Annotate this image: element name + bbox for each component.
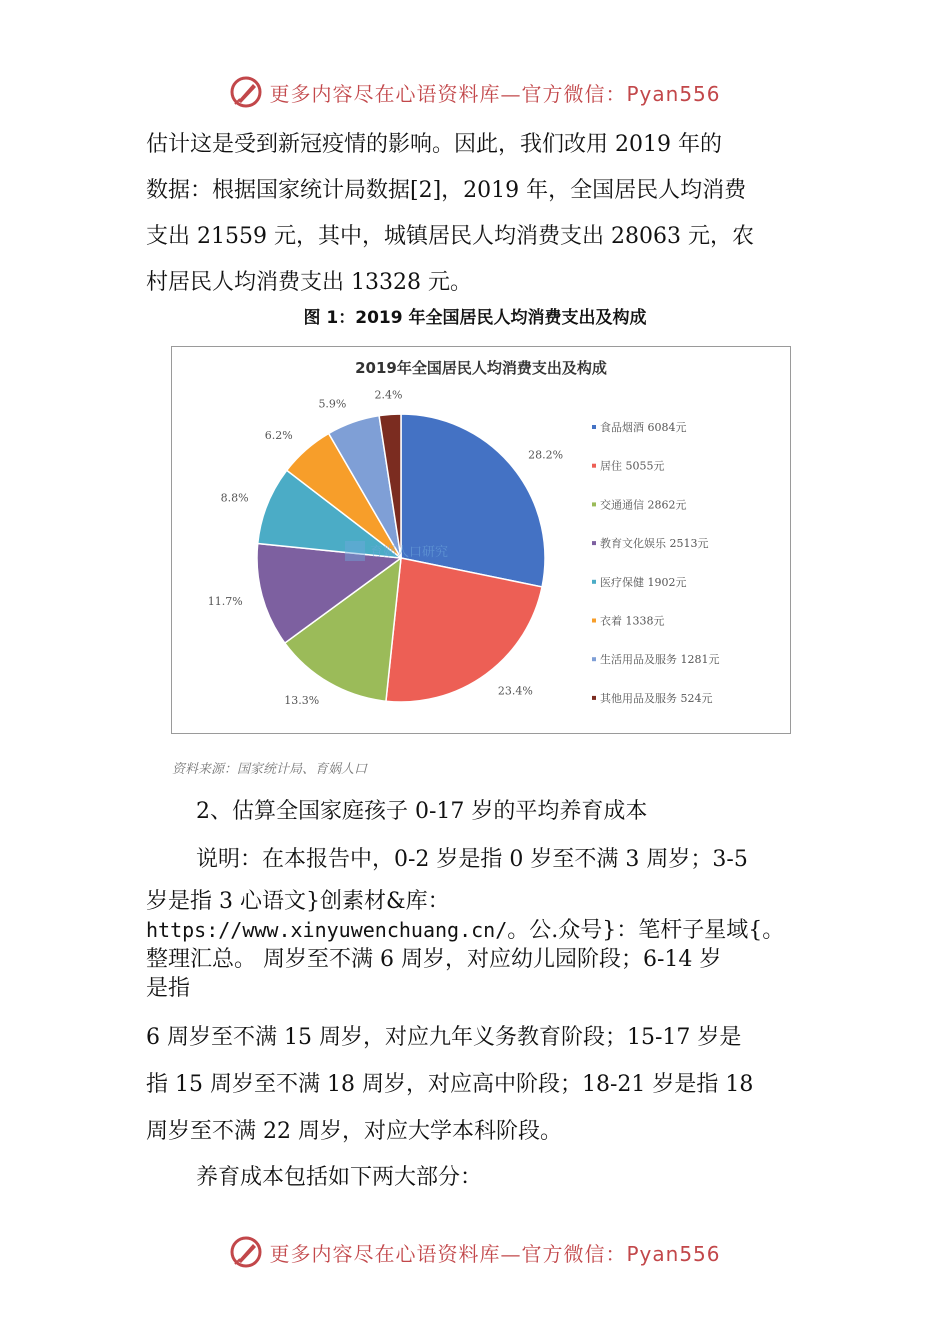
slice-percent-label: 23.4% [497, 684, 533, 698]
legend-swatch [592, 619, 596, 623]
paragraph-line: 指 15 周岁至不满 18 周岁，对应高中阶段；18-21 岁是指 18 [146, 1072, 754, 1097]
banner-site-name: 更多内容尽在心语资料库 [269, 81, 501, 106]
chart-title: 2019年全国居民人均消费支出及构成 [355, 359, 607, 377]
banner-label: 官方微信： [521, 81, 627, 106]
slice-percent-label: 11.7% [207, 595, 243, 609]
watermarked-text-block [146, 887, 846, 1003]
block-text: 。公.众号}：笔杆子星域{。 [507, 918, 785, 943]
legend-label: 医疗保健 1902元 [600, 575, 687, 589]
figure-source: 资料来源：国家统计局、育娲人口 [172, 762, 368, 777]
slice-percent-label: 6.2% [264, 428, 293, 442]
quill-pen-circle-icon [229, 1235, 263, 1269]
pie-chart [172, 347, 790, 733]
legend-swatch [592, 464, 596, 468]
legend-swatch [592, 502, 596, 506]
banner-text [269, 1238, 720, 1267]
banner-wechat-id: Pyan556 [626, 81, 721, 106]
pie-chart-container [171, 346, 791, 734]
legend-label: 其他用品及服务 524元 [600, 691, 713, 705]
figure-caption: 图 1：2019 年全国居民人均消费支出及构成 [303, 308, 647, 328]
paragraph-line: 养育成本包括如下两大部分： [196, 1165, 483, 1190]
legend-label: 交通通信 2862元 [600, 498, 687, 512]
legend-swatch [592, 541, 596, 545]
banner-separator: — [500, 1241, 522, 1266]
banner-site-name: 更多内容尽在心语资料库 [269, 1241, 501, 1266]
paragraph-line: 支出 21559 元，其中，城镇居民人均消费支出 28063 元，农 [146, 224, 754, 249]
legend-label: 食品烟酒 6084元 [600, 421, 687, 434]
header-banner [0, 72, 950, 112]
block-text: 是指 [146, 976, 191, 1001]
paragraph-line: 村居民人均消费支出 13328 元。 [146, 270, 472, 295]
watermark-text: 育娲人口研究 [370, 545, 449, 560]
paragraph-line: 周岁至不满 22 周岁，对应大学本科阶段。 [146, 1119, 562, 1144]
block-text: 岁是指 3 心语文}创素材&库： [146, 889, 450, 914]
legend-swatch [592, 580, 596, 584]
footer-banner [0, 1232, 950, 1272]
banner-label: 官方微信： [521, 1241, 627, 1266]
promo-url: https://www.xinyuwenchuang.cn/ [146, 918, 508, 942]
slice-percent-label: 5.9% [318, 397, 347, 411]
banner-text [269, 78, 720, 107]
block-text: 整理汇总。 周岁至不满 6 周岁，对应幼儿园阶段；6-14 岁 [146, 947, 722, 972]
slice-percent-label: 13.3% [284, 694, 320, 708]
legend-label: 居住 5055元 [600, 459, 665, 473]
legend-swatch [592, 696, 596, 700]
pie-slice [401, 414, 545, 587]
slice-percent-label: 2.4% [374, 388, 403, 402]
paragraph-line: 数据：根据国家统计局数据[2]，2019 年，全国居民人均消费 [146, 178, 747, 203]
slice-percent-label: 8.8% [220, 491, 249, 505]
legend-swatch [592, 425, 596, 429]
legend-swatch [592, 657, 596, 661]
banner-separator: — [500, 81, 522, 106]
legend-label: 教育文化娱乐 2513元 [600, 537, 709, 551]
section-heading: 2、估算全国家庭孩子 0-17 岁的平均养育成本 [196, 799, 648, 824]
legend-label: 生活用品及服务 1281元 [600, 653, 720, 667]
slice-percent-label: 28.2% [528, 448, 564, 462]
quill-pen-circle-icon [229, 75, 263, 109]
paragraph-consumption [146, 122, 816, 306]
paragraph-line: 6 周岁至不满 15 周岁，对应九年义务教育阶段；15-17 岁是 [146, 1025, 742, 1050]
banner-wechat-id: Pyan556 [626, 1241, 721, 1266]
legend-label: 衣着 1338元 [600, 614, 665, 628]
paragraph-line: 估计这是受到新冠疫情的影响。因此，我们改用 2019 年的 [146, 132, 722, 157]
explanation-line: 说明：在本报告中，0-2 岁是指 0 岁至不满 3 周岁；3-5 [196, 847, 748, 872]
